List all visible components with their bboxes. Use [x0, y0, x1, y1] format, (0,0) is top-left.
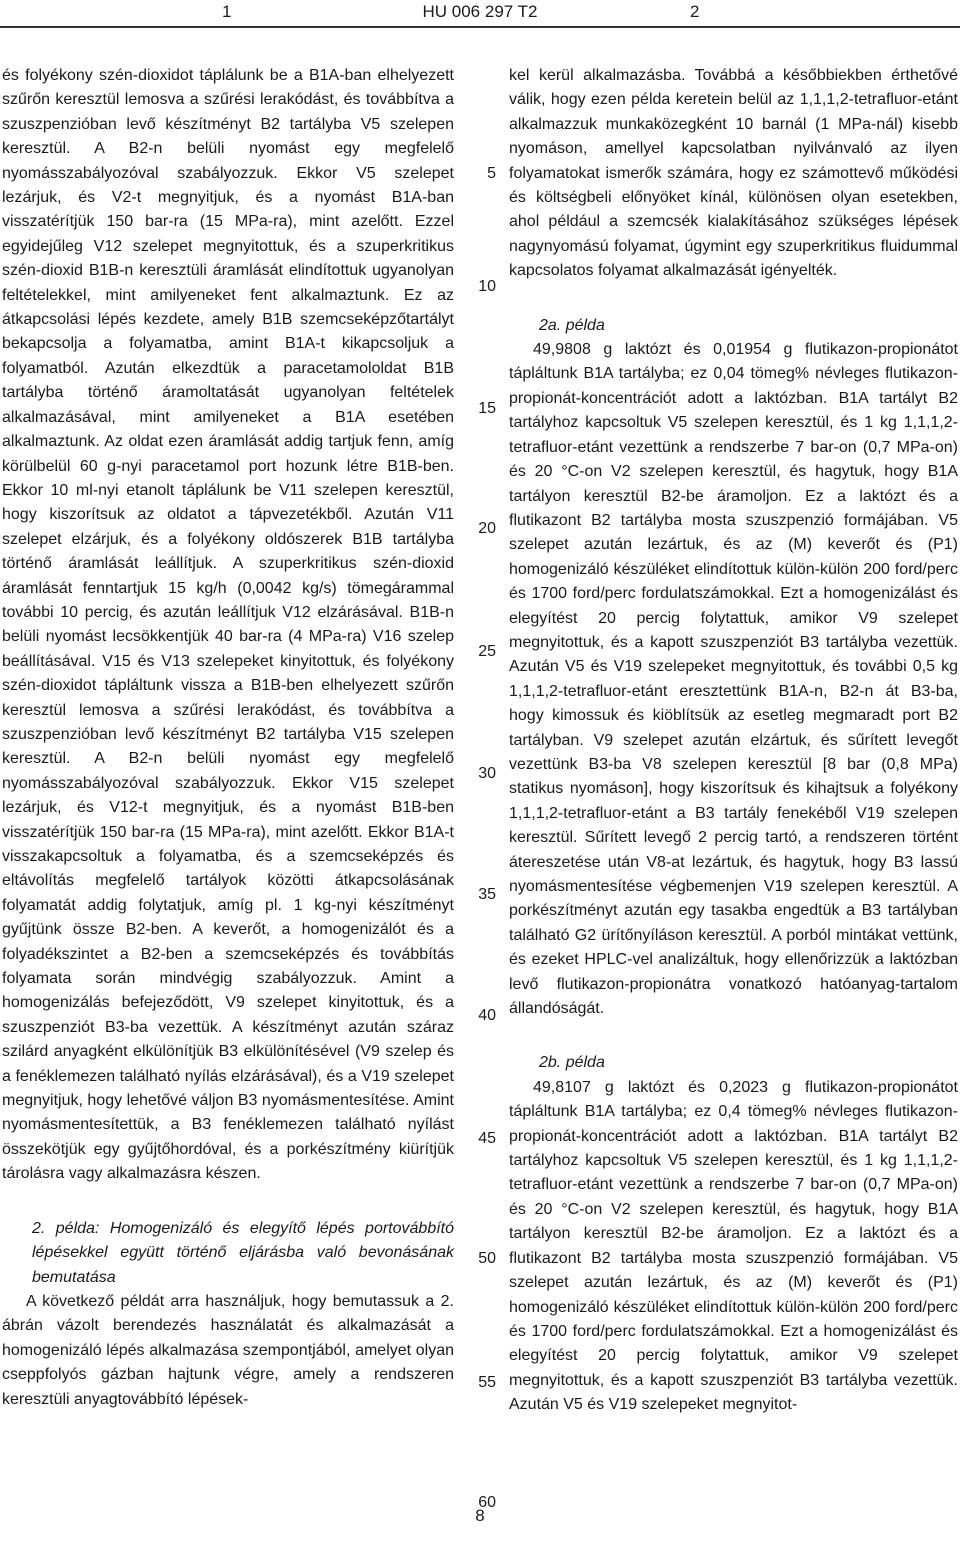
page-header	[0, 0, 960, 26]
example-2-title: 2. példa: Homogenizáló és elegyítő lépés portovábbító lépésekkel együtt történő eljárásba való bevonásának bemutatása	[32, 1219, 454, 1286]
right-page-number: 2	[690, 2, 700, 21]
left-paragraph-2: A következő példát arra használjuk, hogy bemutassuk a 2. ábrán vázolt berendezés használatát és alkalmazását a homogenizáló lépés alkalmazása szempontjából, amelyet olyan cseppfolyós gázban hajtunk végre, amely a rendszeren keresztüli anyagtovábbító lépések-	[2, 1292, 454, 1408]
example-2b-title: 2b. példa	[539, 1054, 605, 1072]
example-2a-title: 2a. példa	[539, 316, 605, 334]
line-number-35: 35	[478, 886, 496, 903]
example-2b-paragraph: 49,8107 g laktózt és 0,2023 g flutikazon-propionátot tápláltunk B1A tartályba; ez 0,4 tömeg% névleges flutikazon-propionát-koncentrációt adott a laktózban. B1A tartályt B2 tartályhoz kapcsoltuk V5 szelepen keresztül, és 1 kg 1,1,1,2-tetrafluor-etánt vezettünk a rendszerbe 7 bar-on (0,7 MPa-on) és 20 °C-on V2 szelepen keresztül, és hagytuk, hogy B1A tartályon keresztül B2-be áramoljon. Ez a laktózt és a flutikazont B2 tartályba mosta szuszpenzió formájában. V5 szelepet azután lezártuk, és az (M) keverőt és (P1) homogenizáló készüléket elindítottuk külön-külön 200 ford/perc és 1700 ford/perc fordulatszámokkal. Ezt a homogenizálást és elegyítést 20 percig folytattuk, amikor V9 szelepet megnyitottuk, és a kapott szuszpenziót B3 tartályba vezettük. Azután V5 és V19 szelepeket megnyitot-	[509, 1078, 958, 1414]
document-number: HU 006 297 T2	[422, 2, 538, 21]
line-number-55: 55	[478, 1374, 496, 1391]
page-footer-number: 8	[475, 1506, 485, 1525]
line-number-5: 5	[487, 165, 496, 182]
line-number-60: 60	[478, 1494, 496, 1511]
line-number-45: 45	[478, 1130, 496, 1147]
line-number-30: 30	[478, 765, 496, 782]
right-column	[509, 64, 958, 1418]
line-number-10: 10	[478, 278, 496, 295]
example-2a-paragraph: 49,9808 g laktózt és 0,01954 g flutikazon-propionátot tápláltunk B1A tartályba; ez 0,04 tömeg% névleges flutikazon-propionát-koncentrációt adott a laktózban. B1A tartályt B2 tartályhoz kapcsoltuk V5 szelepen keresztül, és 1 kg 1,1,1,2-tetrafluor-etánt vezettünk a rendszerbe 7 bar-on (0,7 MPa-on) és 20 °C-on V2 szelepen keresztül, és hagytuk, hogy B1A tartályon keresztül B2-be áramoljon. Ez a laktózt és a flutikazont B2 tartályba mosta szuszpenzió formájában. V5 szelepet azután lezártuk, és az (M) keverőt és (P1) homogenizáló készüléket elindítottuk külön-külön 200 ford/perc és 1700 ford/perc fordulatszámokkal. Ezt a homogenizálást és elegyítést 20 percig folytattuk, amikor V9 szelepet megnyitottuk, és a kapott szuszpenziót B3 tartályba vezettük. Azután V5 és V19 szelepeket megnyitottuk, és további 0,5 kg 1,1,1,2-tetrafluor-etánt eresztettünk B1A-n, B2-n át B3-ba, hogy kimossuk és kiöblítsük az esetleg megmaradt port B2 tartályban. V9 szelepet azután elzártuk, és sűrített levegőt vezettünk B3-ba V8 szelepen keresztül [8 bar (0,8 MPa) statikus nyomáson], hogy kiszorítsuk és kihajtsuk a folyékony 1,1,1,2-tetrafluor-etánt a B3 tartály fenekéből V19 szelepen keresztül. Sűrített levegő 2 percig tartó, a rendszeren történt átereszetése után V8-at lezártuk, és hagytuk, hogy B3 lassú nyomásmentesítése végbemenjen V19 szelepen keresztül. A porkészítményt azután egy tasakba engedtük a B3 tartályban található G2 ürítőnyíláson keresztül. A porból mintákat vettünk, és ezeket HPLC-vel analizáltuk, hogy ellenőrizzük a laktózban levő flutikazon-propionátra vonatkozó hatóanyag-tartalom állandóságát.	[509, 341, 958, 1018]
line-number-40: 40	[478, 1007, 496, 1024]
right-paragraph-1: kel kerül alkalmazásba. Továbbá a későbbiekben érthetővé válik, hogy ezen példa keretein belül az 1,1,1,2-tetrafluor-etánt alkalmazzuk munkaközegként 10 barnál (1 MPa-nál) kisebb nyomáson, amellyel kapcsolatban nyilvánvaló az ilyen folyamatokat ismerők számára, hogy ez számottevő működési és költségbeli előnyöket kínál, különösen olyan esetekben, ahol például a szemcsék kialakításához szükséges lépések nagynyomású folyamat, úgymint egy szuperkritikus fluidummal kapcsolatos folyamat alkalmazását igényelték.	[509, 67, 958, 280]
line-number-15: 15	[478, 400, 496, 417]
left-page-number: 1	[222, 2, 232, 21]
line-number-25: 25	[478, 643, 496, 660]
header-rule	[0, 26, 960, 28]
line-number-50: 50	[478, 1250, 496, 1267]
left-column	[2, 64, 454, 1412]
left-paragraph-1: és folyékony szén-dioxidot táplálunk be a B1A-ban elhelyezett szűrőn keresztül lemosva a szűrési lerakódást, és továbbítva a szuszpenzióban levő készítményt B2 tartályba V5 szelepen keresztül. A B2-n belüli nyomást egy megfelelő nyomásszabályozóval szabályozzuk. Ekkor V5 szelepet lezárjuk, és V2-t megnyitjuk, és a nyomást B1A-ban visszatérítjük 150 bar-ra (15 MPa-ra), mint azelőtt. Ezzel egyidejűleg V12 szelepet megnyitottuk, és a szuperkritikus szén-dioxid B1B-n keresztüli áramlását elindítottuk ugyanolyan feltételekkel, mint amilyeneket fent alkalmaztunk. Ez az átkapcsolási lépés kezdete, amely B1B szemcseképzőtartályt bekapcsolja a folyamatba, amint B1A-t kikapcsoljuk a folyamatból. Azután elkezdtük a paracetamololdat B1B tartályba történő áramoltatását ugyanolyan feltételek alkalmazásával, mint amilyeneket a B1A esetében alkalmaztunk. Az oldat ezen áramlását addig tartjuk fenn, amíg körülbelül 60 g-nyi paracetamol port hozunk létre B1B-ben. Ekkor 10 ml-nyi etanolt táplálunk be V11 szelepen keresztül, hogy kiszorítsuk az oldatot a tápvezetékből. Azután V11 szelepet elzárjuk, és a folyékony oldószerek B1B tartályba történő áramlását leállítjuk. A szuperkritikus szén-dioxid áramlását fenntartjuk 15 kg/h (0,0042 kg/s) tömegárammal további 10 percig, és azután leállítjuk V12 elzárásával. B1B-n belüli nyomást lecsökkentjük 40 bar-ra (4 MPa-ra) V16 szelep beállításával. V15 és V13 szelepeket kinyitottuk, és folyékony szén-dioxidot tápláltunk vissza a B1B-ben elhelyezett szűrőn keresztül lemosva a szűrési lerakódást, és továbbítva a szuszpenzióban levő készítményt B2 tartályba V15 szelepen keresztül. A B2-n belüli nyomást egy megfelelő nyomásszabályozóval szabályozzuk. Ekkor V15 szelepet lezárjuk, és V12-t megnyitjuk, és a nyomást B1B-ben visszatérítjük 150 bar-ra (15 MPa-ra), mint azelőtt. Ekkor B1A-t visszakapcsoltuk a folyamatba, és a szemcseképzés és eltávolítás megfelelő tartályok közötti átkapcsolásának folyamatát addig folytatjuk, amíg pl. 1 kg-nyi készítményt gyűjtünk össze B2-ben. A keverőt, a homogenizálót és a folyadékszintet a B2-ben a szemcseképzés és továbbítás folyamata során mindvégig szabályozzuk. Amint a homogenizálás befejeződött, V9 szelepet kinyitottuk, és a szuszpenziót B3-ba vezettük. A készítményt azután száraz szilárd anyagként elkülönítjük B3 elkülönítésével (V9 szelep és a fenéklemezen található nyílás elzárásával), és a V19 szelepet megnyitjuk, hogy lehetővé váljon B3 nyomásmentesítése. Amint nyomásmentesítettük, a B3 fenéklemezen található nyílást összekötjük egy gyűjtőhordóval, és a porkészítmény kiürítjük tárolásra vagy alkalmazásra készen.	[2, 67, 454, 1183]
line-number-20: 20	[478, 520, 496, 537]
